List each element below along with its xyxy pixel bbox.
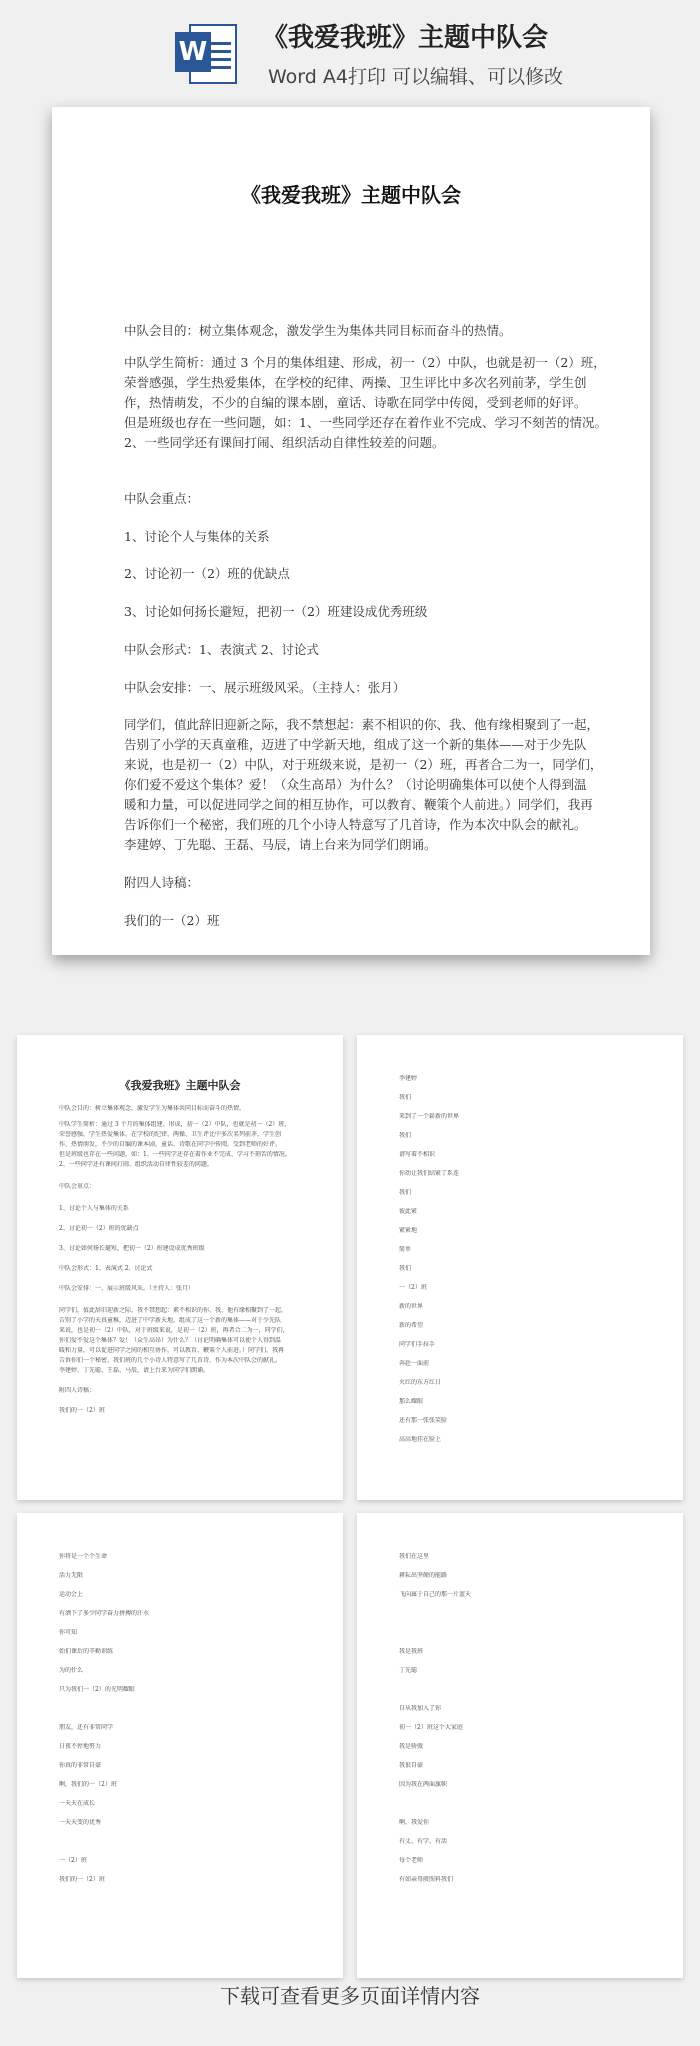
thumbnail-line: 来到了一个崭新的世界	[399, 1113, 460, 1120]
word-icon-letter: W	[175, 32, 211, 72]
thumbnail-line: 耕耘出坚硬的能路	[399, 1572, 448, 1579]
thumbnail-line: 那么耀眼	[399, 1398, 424, 1405]
thumbnail-line: 我是我班	[399, 1648, 424, 1655]
thumbnail-line: 中队会形式：1、表演式 2、讨论式	[59, 1265, 153, 1272]
thumbnail-line: 2、一些同学还有课间打闹、组织活动自律性较差的问题。	[59, 1161, 213, 1168]
document-line: 中队学生简析：通过 3 个月的集体组建、形成，初一（2）中队，也就是初一（2）班，	[124, 355, 606, 370]
document-line: 中队会安排：一、展示班级风采。（主持人：张月）	[124, 680, 406, 695]
thumbnail-line: 一（2）班	[59, 1857, 87, 1864]
thumbnail-line: 我们	[399, 1094, 412, 1101]
thumbnail-line: 我很自豪	[399, 1762, 424, 1769]
thumbnail-line: 啊，我们的一（2）班	[59, 1781, 117, 1788]
thumbnail-line: 我们	[399, 1189, 412, 1196]
document-line: 附四人诗稿：	[124, 875, 200, 890]
thumbnail-line: 我们	[399, 1132, 412, 1139]
thumbnail-line: 你们爱不爱这个集体？爱！（众生高昂）为什么？（讨论明确集体可以使个人得到温	[59, 1337, 282, 1344]
thumbnail-line: 朋友，还有非常同学	[59, 1724, 114, 1731]
thumbnail-line: 1、讨论个人与集体的关系	[59, 1205, 129, 1212]
document-line: 来说，也是初一（2）中队，对于班级来说，是初一（2）班，再者合二为一，同学们，	[124, 757, 603, 772]
thumbnail-line: 同学们手拉手	[399, 1341, 436, 1348]
document-line: 我们的一（2）班	[124, 913, 220, 928]
document-line: 告诉你们一个秘密，我们班的几个小诗人特意写了几首诗，作为本次中队会的献礼。	[124, 817, 587, 832]
thumbnail-line: 荣誉感强，学生热爱集体，在学校的纪律、两操、卫生评比中多次名列前茅，学生创	[59, 1131, 282, 1138]
thumbnail-line: 有丈、有学、有活	[399, 1838, 448, 1845]
thumbnail-line: 日夜不停地努力	[59, 1743, 102, 1750]
header-subtitle: Word A4打印 可以编辑、可以修改	[268, 66, 564, 88]
thumbnail-line: 我们	[399, 1265, 412, 1272]
thumbnail-line: 中队会目的：树立集体观念，激发学生为集体共同目标而奋斗的热情。	[59, 1105, 246, 1112]
thumbnail-line: 但是班级也存在一些问题，如：1、一些同学还存在着作业不完成、学习不刻苦的情况。	[59, 1151, 291, 1158]
thumbnail-line: 简单	[399, 1246, 412, 1253]
thumbnail-line: 你可知	[59, 1629, 78, 1636]
thumbnail-title: 《我爱我班》主题中队会	[119, 1079, 241, 1092]
thumbnail-page-2[interactable]	[357, 1035, 683, 1500]
thumbnail-line: 中队学生简析：通过 3 个月的集体组建、形成，初一（2）中队，也就是初一（2）班，	[59, 1121, 291, 1128]
thumbnail-line: 丁先聪	[399, 1667, 418, 1674]
document-line: 告别了小学的天真童稚，迈进了中学新天地，组成了这一个新的集体——对于少先队	[124, 737, 587, 752]
thumbnail-line: 告诉你们一个秘密，我们班的几个小诗人特意写了几首诗，作为本次中队会的献礼。	[59, 1357, 282, 1364]
thumbnail-line: 一（2）班	[399, 1284, 427, 1291]
thumbnail-line: 为的什么	[59, 1667, 84, 1674]
thumbnail-line: 中队会安排：一、展示班级风采。（主持人：张月）	[59, 1285, 195, 1292]
thumbnail-line: 一天天变的优秀	[59, 1819, 102, 1826]
thumbnail-line: 只为我们一（2）的光明耀眼	[59, 1686, 135, 1693]
thumbnail-line: 始们课后的辛勤训练	[59, 1648, 114, 1655]
document-line: 荣誉感强，学生热爱集体，在学校的纪律、两操、卫生评比中多次名列前茅，学生创	[124, 375, 587, 390]
thumbnail-line: 我们在这里	[399, 1553, 430, 1560]
thumbnail-line: 暖和力量，可以促进同学之间的相互协作，可以教育、鞭策个人前进。）同学们，我再	[59, 1347, 285, 1354]
document-line: 你们爱不爱这个集体？爱！（众生高昂）为什么？（讨论明确集体可以使个人得到温	[124, 777, 587, 792]
thumbnail-line: 每个老师	[399, 1857, 424, 1864]
thumbnail-line: 2、讨论初一（2）班的优缺点	[59, 1225, 139, 1232]
thumbnail-line: 飞向属于自己的那一片蓝天	[399, 1591, 472, 1598]
thumbnail-line: 李建婷	[399, 1075, 418, 1082]
document-title: 《我爱我班》主题中队会	[241, 183, 461, 207]
header-title: 《我爱我班》主题中队会	[262, 23, 549, 53]
document-line: 1、讨论个人与集体的关系	[124, 529, 270, 544]
document-line: 李建婷、丁先聪、王磊、马辰，请上台来为同学们朗诵。	[124, 837, 437, 852]
word-icon	[175, 20, 239, 88]
document-line: 但是班级也存在一些问题，如：1、一些同学还存在着作业不完成、学习不刻苦的情况。	[124, 415, 607, 430]
thumbnail-line: 新的世界	[399, 1303, 424, 1310]
thumbnail-line: 3、讨论如何扬长避短，把初一（2）班建设成优秀班级	[59, 1245, 205, 1252]
document-line: 2、一些同学还有课间打闹、组织活动自律性较差的问题。	[124, 435, 445, 450]
thumbnail-line: 活力无限	[59, 1572, 84, 1579]
thumbnail-line: 高高地挂在脸上	[399, 1436, 442, 1443]
document-line: 同学们，值此辞旧迎新之际，我不禁想起：素不相识的你、我、他有缘相聚到了一起，	[124, 717, 600, 732]
thumbnail-line: 彼此紧	[399, 1208, 418, 1215]
footer-download-hint[interactable]: 下载可查看更多页面详情内容	[220, 1984, 480, 2008]
thumbnail-page-1[interactable]	[17, 1035, 343, 1500]
thumbnail-line: 我们的一（2）班	[59, 1876, 105, 1883]
document-line: 2、讨论初一（2）班的优缺点	[124, 566, 290, 581]
thumbnail-page-3[interactable]	[17, 1513, 343, 1978]
thumbnail-line: 谱写着不相识	[399, 1151, 436, 1158]
document-line: 作，热情萌发，不少的自编的课本剧，童话、诗歌在同学中传阅，受到老师的好评。	[124, 395, 587, 410]
thumbnail-line: 作，热情萌发，不少的自编的课本剧，童话、诗歌在同学中传阅，受到老师的好评。	[59, 1141, 282, 1148]
thumbnail-line: 奔赴一面前	[399, 1360, 430, 1367]
document-line: 3、讨论如何扬长避短，把初一（2）班建设成优秀班级	[124, 604, 428, 619]
document-page-main	[52, 107, 650, 955]
thumbnail-line: 中队会重点：	[59, 1183, 96, 1190]
thumbnail-line: 自从我加入了你	[399, 1705, 442, 1712]
document-line: 中队会目的：树立集体观念，激发学生为集体共同目标而奋斗的热情。	[124, 323, 512, 338]
thumbnail-line: 新的希望	[399, 1322, 424, 1329]
thumbnail-line: 我是骄傲	[399, 1743, 424, 1750]
thumbnail-line: 紧紧地	[399, 1227, 418, 1234]
thumbnail-line: 同学们，值此辞旧迎新之际，我不禁想起：素不相识的你、我、他有缘相聚到了一起，	[59, 1307, 288, 1314]
document-line: 暖和力量，可以促进同学之间的相互协作，可以教育、鞭策个人前进。）同学们，我再	[124, 797, 593, 812]
thumbnail-line: 有洒下了多少同学奋力拼搏的汗水	[59, 1610, 150, 1617]
header-banner	[0, 0, 700, 92]
thumbnail-line: 你真的非常自豪	[59, 1762, 102, 1769]
thumbnail-line: 来说，也是初一（2）中队，对于班级来说，是初一（2）班，再者合二为一，同学们，	[59, 1327, 289, 1334]
thumbnail-line: 告别了小学的天真童稚，迈进了中学新天地，组成了这一个新的集体——对于少先队	[59, 1317, 282, 1324]
thumbnail-line: 你将是一个个生命	[59, 1553, 108, 1560]
thumbnail-line: 你幼让我们结紧了系连	[399, 1170, 460, 1177]
thumbnail-line: 我们的一（2）班	[59, 1407, 105, 1414]
thumbnail-line: 附四人诗稿：	[59, 1387, 96, 1394]
thumbnail-line: 因为我在两面旗帜	[399, 1781, 448, 1788]
document-line: 中队会形式：1、表演式 2、讨论式	[124, 642, 319, 657]
document-line: 中队会重点：	[124, 491, 200, 506]
thumbnail-line: 有如亲母般照料我们	[399, 1876, 454, 1883]
thumbnail-line: 李建婷、丁先聪、王磊、马辰，请上台来为同学们朗诵。	[59, 1367, 210, 1374]
thumbnail-line: 还有那一张张笑脸	[399, 1417, 448, 1424]
thumbnail-page-4[interactable]	[357, 1513, 683, 1978]
thumbnail-line: 初一（2）班这个大家庭	[399, 1724, 463, 1731]
thumbnail-line: 火红的东方红日	[399, 1379, 442, 1386]
thumbnail-line: 啊，我爱你	[399, 1819, 430, 1826]
thumbnail-line: 一天天在成长	[59, 1800, 96, 1807]
thumbnail-line: 运动会上	[59, 1591, 84, 1598]
